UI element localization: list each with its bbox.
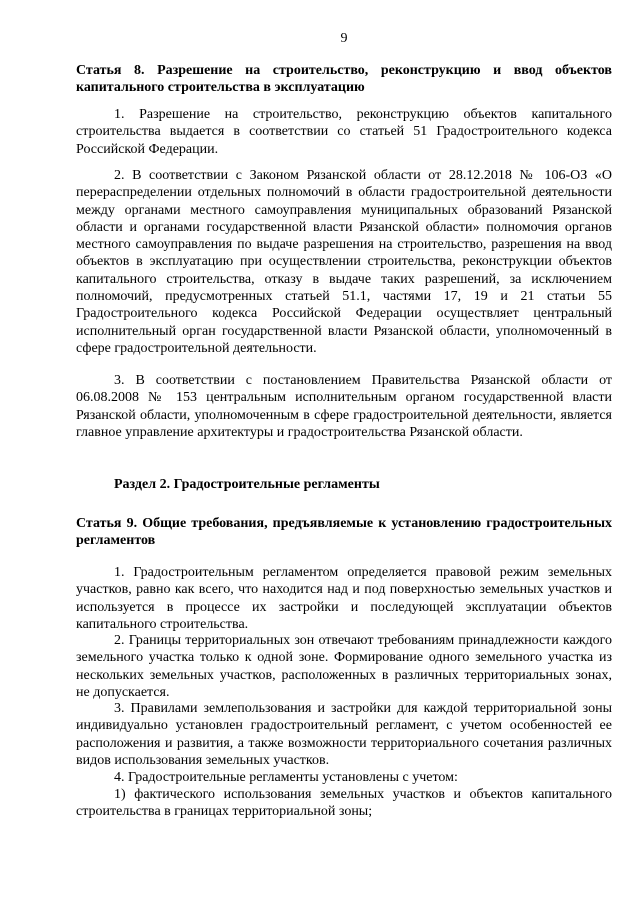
article-9-paragraph-2: 2. Границы территориальных зон отвечают требованиям принадлежности каждого земельного участка только к одной зоне. Формирование одного земельного участка из нескольких земельных участков, расположенных в различных территориальных зонах, не допускается. — [76, 633, 612, 700]
section-2-title: Раздел 2. Градостроительные регламенты — [114, 477, 380, 492]
article-9-title: Статья 9. Общие требования, предъявляемые к установлению градостроительных регламентов — [76, 516, 612, 548]
article-9-paragraph-3: 3. Правилами землепользования и застройки для каждой территориальной зоны индивидуально установлен градостроительный регламент, с учетом особенностей ее расположения и развития, а также возможности территориального сочетания различных видов использования земельных участков. — [76, 701, 612, 768]
article-8-paragraph-2: 2. В соответствии с Законом Рязанской области от 28.12.2018 № 106-ОЗ «О перераспределении отдельных полномочий в области градостроительной деятельности между органами местного самоуправления муниципальных образований Рязанской области и органами государственной власти Рязанской области» полномочия органов местного самоуправления по выдаче разрешения на строительство, разрешения на ввод объектов в эксплуатацию при осуществлении строительства, реконструкции объектов капитального строительства, отказу в выдаче таких разрешений, за исключением полномочий, предусмотренных статьей 51.1, частями 17, 19 и 21 статьи 55 Градостроительного кодекса Российской Федерации осуществляет центральный исполнительный орган государственной власти Рязанской области, уполномоченный в сфере градостроительной деятельности. — [76, 168, 612, 356]
article-8-paragraph-3: 3. В соответствии с постановлением Правительства Рязанской области от 06.08.2008 № 153 центральным исполнительным органом государственной власти Рязанской области, уполномоченным в сфере градостроительной деятельности, является главное управление архитектуры и градостроительства Рязанской области. — [76, 373, 612, 440]
page-number: 9 — [340, 31, 348, 46]
article-8-paragraph-1: 1. Разрешение на строительство, реконструкцию объектов капитального строительства выдается в соответствии со статьей 51 Градостроительного кодекса Российской Федерации. — [76, 107, 612, 157]
article-9-paragraph-4: 4. Градостроительные регламенты установлены с учетом: — [114, 770, 458, 785]
article-9-paragraph-1: 1. Градостроительным регламентом определяется правовой режим земельных участков, равно как всего, что находится над и под поверхностью земельных участков и используется в процессе их застройки и последующей эксплуатации объектов капитального строительства. — [76, 565, 612, 632]
article-9-paragraph-5: 1) фактического использования земельных участков и объектов капитального строительства в границах территориальной зоны; — [76, 787, 612, 820]
article-8-title: Статья 8. Разрешение на строительство, реконструкцию и ввод объектов капитального строительства в эксплуатацию — [76, 63, 612, 95]
